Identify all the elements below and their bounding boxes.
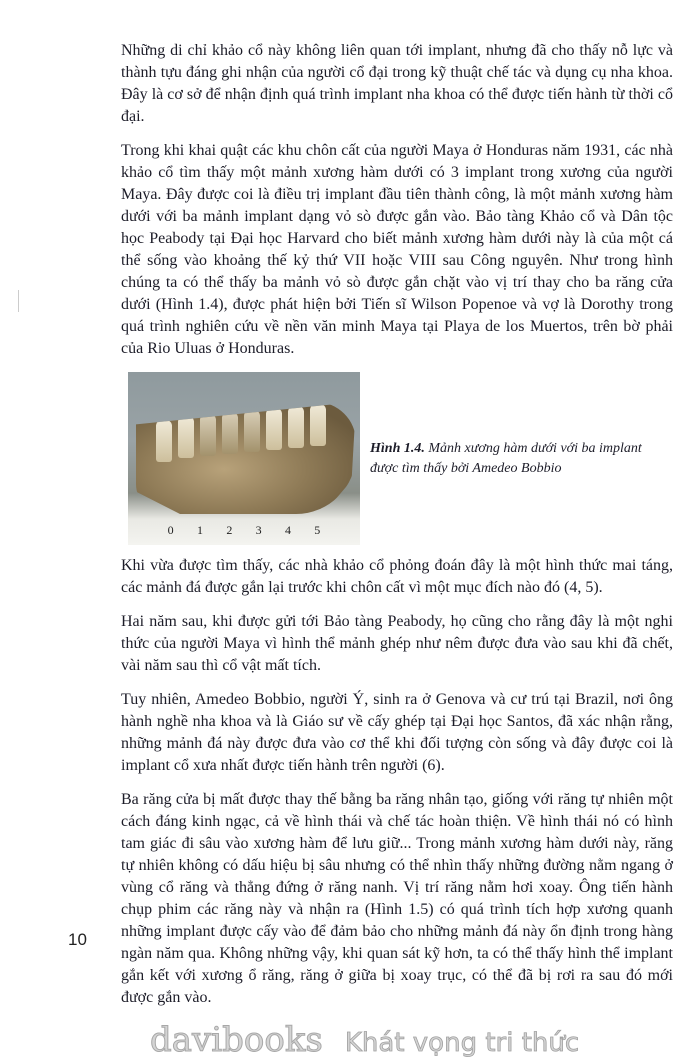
jawbone-photo: [128, 372, 360, 545]
paragraph-6: Ba răng cửa bị mất được thay thế bằng ba răng nhân tạo, giống với răng tự nhiên một cách đáng kinh ngạc, cả về hình thái và chế tác hoàn thiện. Về hình thái nó có hình tam giác đi sâu vào xương hàm để lưu giữ... Trong mảnh xương hàm dưới này, răng tự nhiên không có dấu hiệu bị sâu nhưng có thể nhìn thấy những đường nằm ngang ở vùng cổ răng và thẳng đứng ở răng nanh. Vị trí răng nằm hơi xoay. Ông tiến hành chụp phim các răng này và nhận ra (Hình 1.5) có quá trình tích hợp xương quanh những implant được cấy vào để đảm bảo cho những mảnh đá này ổn định trong hàng ngàn năm qua. Không những vậy, khi quan sát kỹ hơn, ta có thể thấy hình thể implant gắn kết với xương ổ răng, răng ở giữa bị xoay trục, có thể đã bị rơi ra sau đó mới được gắn vào.: [121, 791, 673, 1006]
scale-label: 0: [167, 523, 174, 537]
watermark-slogan: Khát vọng tri thức: [344, 1028, 580, 1058]
page-number: 10: [68, 930, 87, 949]
caption-label: Hình 1.4.: [370, 440, 425, 456]
paragraph-4: Hai năm sau, khi được gửi tới Bảo tàng Peabody, họ cũng cho rằng đây là một nghi thức của người Maya vì hình thể mảnh ghép như nêm được đưa vào sau khi đã chết, vài năm sau thì cổ vật mất tích.: [121, 613, 673, 674]
scale-label: 4: [284, 523, 291, 537]
scale-ruler: [128, 523, 360, 543]
paragraph-2: Trong khi khai quật các khu chôn cất của người Maya ở Honduras năm 1931, các nhà khảo cổ tìm thấy một mảnh xương hàm dưới có 3 implant trong xương của người Maya. Đây được coi là điều trị implant đầu tiên thành công, là một mảnh xương hàm dưới với ba mảnh implant dạng vỏ sò được gắn vào. Bảo tàng Khảo cổ và Dân tộc học Peabody tại Đại học Harvard cho biết mảnh xương hàm dưới này là của một cá thể sống vào khoảng thế kỷ thứ VII hoặc VIII sau Công nguyên. Như trong hình chúng ta có thể thấy ba mảnh vỏ sò được gắn chặt vào vị trí thay cho ba răng cửa dưới (Hình 1.4), được phát hiện bởi Tiến sĩ Wilson Popenoe và vợ là Dorothy trong quá trình nghiên cứu về nền văn minh Maya tại Playa de los Muertos, trên bờ phải của Rio Uluas ở Honduras.: [121, 142, 673, 357]
page-content: [121, 40, 673, 1059]
scale-label: 5: [314, 523, 321, 537]
paragraph-1: Những di chỉ khảo cổ này không liên quan tới implant, nhưng đã cho thấy nỗ lực và thành tựu đáng ghi nhận của người cổ đại trong kỹ thuật chế tác và dụng cụ nha khoa. Đây là cơ sở để nhận định quá trình implant nha khoa có thể được tiến hành từ thời cổ đại.: [121, 42, 673, 125]
scale-label: 3: [255, 523, 262, 537]
paragraph-3: Khi vừa được tìm thấy, các nhà khảo cổ phỏng đoán đây là một hình thức mai táng, các mảnh đá được gắn lại trước khi chôn cất vì một mục đích nào đó (4, 5).: [121, 557, 673, 596]
paragraph-5: Tuy nhiên, Amedeo Bobbio, người Ý, sinh ra ở Genova và cư trú tại Brazil, nơi ông hành nghề nha khoa và là Giáo sư về cấy ghép tại Đại học Santos, đã xác nhận rằng, những mảnh đá này được đưa vào cơ thể khi đối tượng còn sống và đây được coi là implant cổ xưa nhất được tiến hành trên người (6).: [121, 691, 673, 774]
jawbone-image: [136, 402, 356, 514]
scale-label: 2: [226, 523, 233, 537]
watermark: [150, 1021, 673, 1059]
figure-caption: [370, 439, 670, 479]
caption-text: Mảnh xương hàm dưới với ba implant được tìm thấy bởi Amedeo Bobbio: [370, 440, 642, 476]
figure-block: [128, 372, 673, 545]
scale-label: 1: [196, 523, 203, 537]
margin-mark: [18, 290, 19, 312]
watermark-brand: davibooks: [150, 1020, 323, 1060]
